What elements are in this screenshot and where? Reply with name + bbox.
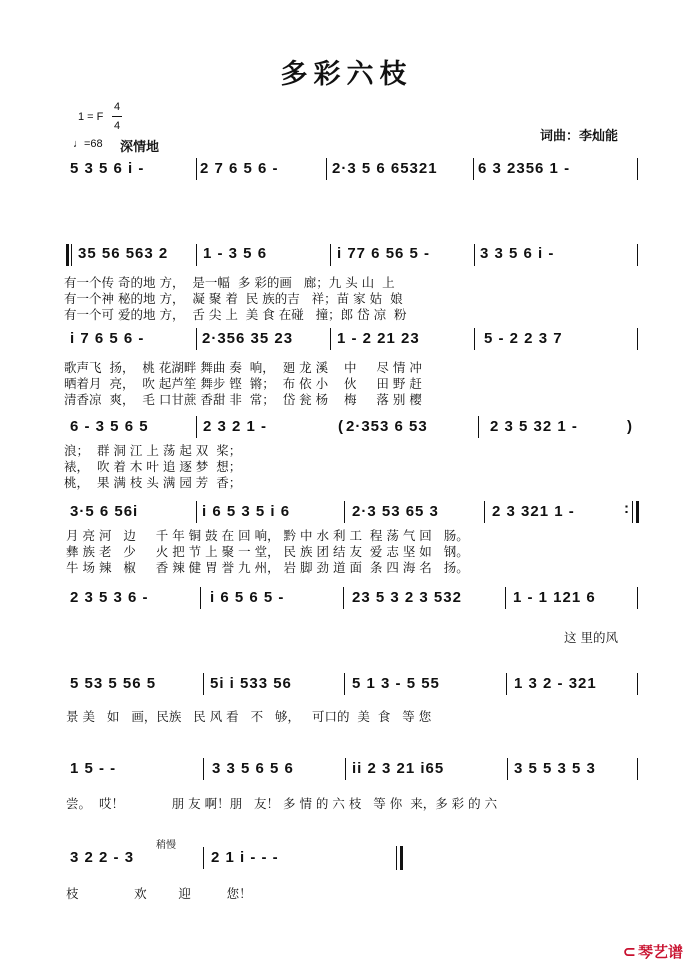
barline xyxy=(326,158,327,180)
lyric-line: 月 亮 河 边 千 年 铜 鼓 在 回 响， 黔 中 水 利 工 程 荡 气 回 肠。 xyxy=(66,528,469,543)
barline xyxy=(196,158,197,180)
measure-notes: 3 2 2 - 3 xyxy=(70,849,135,866)
measure-notes: i 6 5 3 5 i 6 xyxy=(202,503,291,520)
barline xyxy=(637,158,638,180)
logo-icon: ⊂ xyxy=(622,942,636,961)
measure-notes: 2·353 6 53 xyxy=(346,418,428,435)
measure-notes: 3 3 5 6 i - xyxy=(480,245,555,262)
measure-notes: 5 3 5 6 i - xyxy=(70,160,145,177)
barline xyxy=(474,244,475,266)
lyric-line: 有一个可 爱的地 方， 舌 尖 上 美 食 在碰 撞；郎 岱 凉 粉 xyxy=(64,307,407,322)
measure-notes: 5 53 5 56 5 xyxy=(70,675,157,692)
barline xyxy=(637,673,638,695)
lyric-line: 牛 场 辣 椒 香 辣 健 胃 誉 九 州， 岩 脚 劲 道 面 条 四 海 名 扬。 xyxy=(66,560,469,575)
barline xyxy=(344,673,345,695)
tempo-mark: ♩=68 xyxy=(73,138,103,150)
measure-notes: 1 - 1 121 6 xyxy=(513,589,596,606)
measure-notes: 2 7 6 5 6 - xyxy=(200,160,279,177)
measure-notes: 2·3 53 65 3 xyxy=(352,503,439,520)
barline xyxy=(196,416,197,438)
watermark-text: 琴艺谱 xyxy=(637,943,683,961)
lyric-line: 清香凉 爽， 毛 口甘蔗 香甜 非 常； 岱 瓮 杨 梅 落 别 樱 xyxy=(64,392,422,407)
final-barline-thin xyxy=(396,846,397,870)
lyric-line: 歌声飞 扬， 桃 花湖畔 舞曲 奏 响， 廻 龙 溪 中 尽 情 冲 xyxy=(64,360,422,375)
measure-notes: 2·3 5 6 65321 xyxy=(332,160,438,177)
barline xyxy=(637,244,638,266)
measure-notes: 1 3 2 - 321 xyxy=(514,675,597,692)
measure-notes: 3·5 6 56i xyxy=(70,503,139,520)
measure-notes: 2 3 2 1 - xyxy=(203,418,268,435)
barline xyxy=(637,328,638,350)
parenthesis-open: ( xyxy=(338,418,344,435)
barline xyxy=(474,328,475,350)
measure-notes: 1 - 2 21 23 xyxy=(337,330,420,347)
barline xyxy=(345,758,346,780)
barline xyxy=(478,416,479,438)
credit-line: 词曲：李灿能 xyxy=(540,129,619,144)
expression-mark: 深情地 xyxy=(120,140,160,155)
barline xyxy=(506,673,507,695)
watermark-logo xyxy=(623,941,683,962)
measure-notes: 3 3 5 6 5 6 xyxy=(212,760,294,777)
measure-notes: 5i i 533 56 xyxy=(210,675,292,692)
measure-notes: 5 - 2 2 3 7 xyxy=(484,330,563,347)
measure-notes: 6 3 2356 1 - xyxy=(478,160,571,177)
measure-notes: 2 1 i - - - xyxy=(211,849,279,866)
barline xyxy=(196,328,197,350)
time-signature-top: 4 xyxy=(114,101,121,113)
repeat-end-dots: : xyxy=(624,500,630,517)
repeat-start-thin xyxy=(71,244,72,266)
barline xyxy=(203,673,204,695)
lyric-line: 晒着月 亮， 吹 起芦笙 舞步 铿 锵； 布 依 小 伙 田 野 赶 xyxy=(64,376,422,391)
measure-notes: 2 3 321 1 - xyxy=(492,503,575,520)
barline xyxy=(330,244,331,266)
lyric-line: 裱， 吹 着 木 叶 追 逐 梦 想； xyxy=(64,459,242,474)
barline xyxy=(196,244,197,266)
barline xyxy=(344,501,345,523)
lyric-line: 有一个传 奇的地 方， 是一幅 多 彩的画 廊；九 头 山 上 xyxy=(64,275,395,290)
lyric-line: 有一个神 秘的地 方， 凝 聚 着 民 族的吉 祥；苗 家 姑 娘 xyxy=(64,291,403,306)
measure-notes: 2·356 35 23 xyxy=(202,330,294,347)
barline xyxy=(196,501,197,523)
measure-notes: 2 3 5 32 1 - xyxy=(490,418,578,435)
barline xyxy=(507,758,508,780)
lyric-line: 尝。 哎！ 朋 友 啊！朋 友！ 多 情 的 六 枝 等 你 来，多 彩 的 六 xyxy=(66,796,498,811)
measure-notes: 1 - 3 5 6 xyxy=(203,245,268,262)
barline xyxy=(484,501,485,523)
barline xyxy=(203,758,204,780)
parenthesis-close: ) xyxy=(627,418,633,435)
repeat-start-thick xyxy=(66,244,69,266)
barline xyxy=(637,587,638,609)
measure-notes: ii 2 3 21 i65 xyxy=(352,760,445,777)
final-barline-thick xyxy=(400,846,403,870)
time-signature-divider xyxy=(112,116,122,117)
barline xyxy=(473,158,474,180)
repeat-end-thin xyxy=(632,501,633,523)
barline xyxy=(200,587,201,609)
lyric-line: 这 里的风 xyxy=(564,630,618,645)
measure-notes: 3 5 5 3 5 3 xyxy=(514,760,596,777)
page-title: 多彩六枝 xyxy=(280,59,413,90)
measure-notes: 2 3 5 3 6 - xyxy=(70,589,149,606)
slow-annotation: 稍慢 xyxy=(156,840,176,851)
lyric-line: 枝 欢 迎 您！ xyxy=(66,886,252,901)
lyric-line: 景 美 如 画，民族 民 风 看 不 够， 可口的 美 食 等 您 xyxy=(66,709,432,724)
barline xyxy=(637,758,638,780)
measure-notes: i 6 5 6 5 - xyxy=(210,589,285,606)
measure-notes: 23 5 3 2 3 532 xyxy=(352,589,462,606)
measure-notes: i 7 6 5 6 - xyxy=(70,330,145,347)
measure-notes: 35 56 563 2 xyxy=(78,245,169,262)
lyric-line: 桃， 果 满 枝 头 满 园 芳 香； xyxy=(64,475,242,490)
barline xyxy=(505,587,506,609)
measure-notes: 5 1 3 - 5 55 xyxy=(352,675,440,692)
measure-notes: 6 - 3 5 6 5 xyxy=(70,418,149,435)
lyric-line: 彝 族 老 少 火 把 节 上 聚 一 堂， 民 族 团 结 友 爱 志 坚 如 钢。 xyxy=(66,544,469,559)
barline xyxy=(343,587,344,609)
barline xyxy=(330,328,331,350)
measure-notes: 1 5 - - xyxy=(70,760,117,777)
barline xyxy=(203,847,204,869)
lyric-line: 浪； 群 洞 江 上 荡 起 双 桨； xyxy=(64,443,242,458)
time-signature-bottom: 4 xyxy=(114,120,121,132)
repeat-end-thick xyxy=(636,501,639,523)
measure-notes: i 77 6 56 5 - xyxy=(337,245,431,262)
key-signature: 1 = F xyxy=(78,111,104,123)
